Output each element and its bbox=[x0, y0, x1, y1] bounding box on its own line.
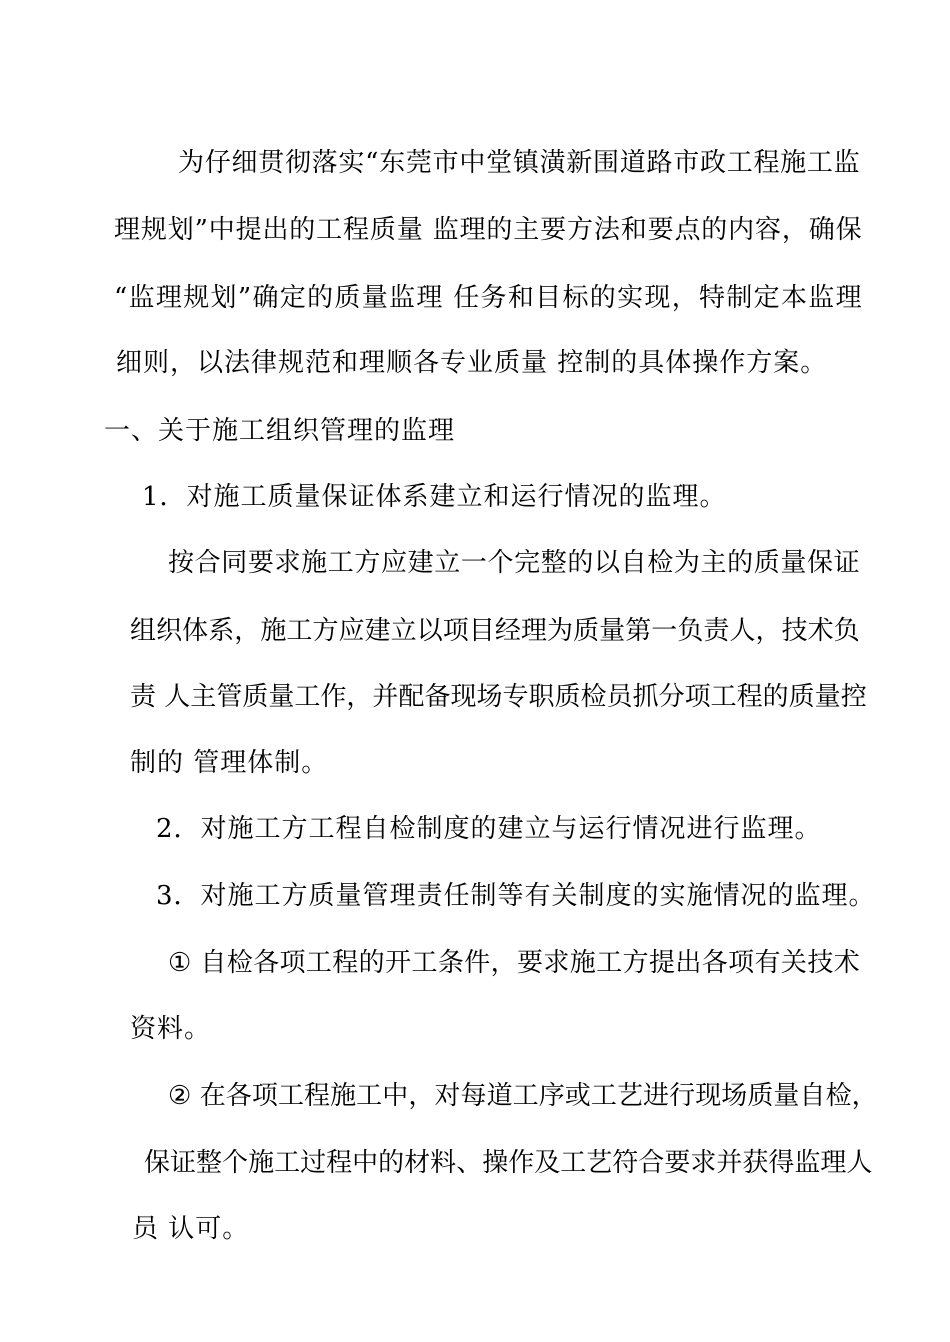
subitem-1-line-1: ① 自 检 各 项 工 程 的 开 工 条 件 ， 要 求 施 工 方 提 出 各 项 有 关 技 术 bbox=[168, 948, 860, 978]
subitem-2-line-2: 保 证 整 个 施 工 过 程 中 的 材 料 、 操 作 及 工 艺 符 合 要 求 并 获 得 监 理 人 bbox=[144, 1148, 873, 1178]
subitem-2-line-3: 员 认可。 bbox=[132, 1214, 250, 1244]
contract-line-3: 责 人 主 管 质 量 工 作 ， 并 配 备 现 场 专 职 质 检 员 抓 分 项 工 程 的 质 量 控 bbox=[130, 682, 867, 712]
contract-line-1: 按 合 同 要 求 施 工 方 应 建 立 一 个 完 整 的 以 自 检 为 主 的 质 量 保 证 bbox=[168, 548, 860, 578]
intro-line-3: “ 监 理 规 划 ” 确 定 的 质 量 监 理 任 务 和 目 标 的 实 现 ， 特 制 定 本 监 理 bbox=[114, 283, 862, 313]
item-2-title: 2．对施工方工程自检制度的建立与运行情况进行监理。 bbox=[156, 814, 822, 844]
section-heading: 一、关于施工组织管理的监理 bbox=[104, 416, 456, 446]
intro-line-4: 细则，以法律规范和理顺各专业质量 控制的具体操作方案。 bbox=[116, 348, 828, 378]
item-1-title: 1．对施工质量保证体系建立和运行情况的监理。 bbox=[142, 482, 727, 512]
subitem-1-line-2: 资料。 bbox=[130, 1014, 212, 1044]
intro-line-1: 为 仔 细 贯 彻 落 实 “ 东 莞 市 中 堂 镇 潢 新 围 道 路 市 政 工 程 施 工 监 bbox=[178, 148, 860, 178]
intro-line-2: 理 规 划 ” 中 提 出 的 工 程 质 量 监 理 的 主 要 方 法 和 要 点 的 内 容 ， 确 保 bbox=[114, 215, 862, 245]
contract-line-4: 制的 管理体制。 bbox=[130, 748, 329, 778]
subitem-2-line-1: ② 在 各 项 工 程 施 工 中 ， 对 每 道 工 序 或 工 艺 进 行 现 场 质 量 自 检 ， bbox=[168, 1081, 878, 1111]
item-3-title: 3．对施工方质量管理责任制等有关制度的实施情况的监理。 bbox=[156, 881, 876, 911]
contract-line-2: 组 织 体 系 ， 施 工 方 应 建 立 以 项 目 经 理 为 质 量 第 一 负 责 人 ， 技 术 负 bbox=[130, 616, 860, 646]
